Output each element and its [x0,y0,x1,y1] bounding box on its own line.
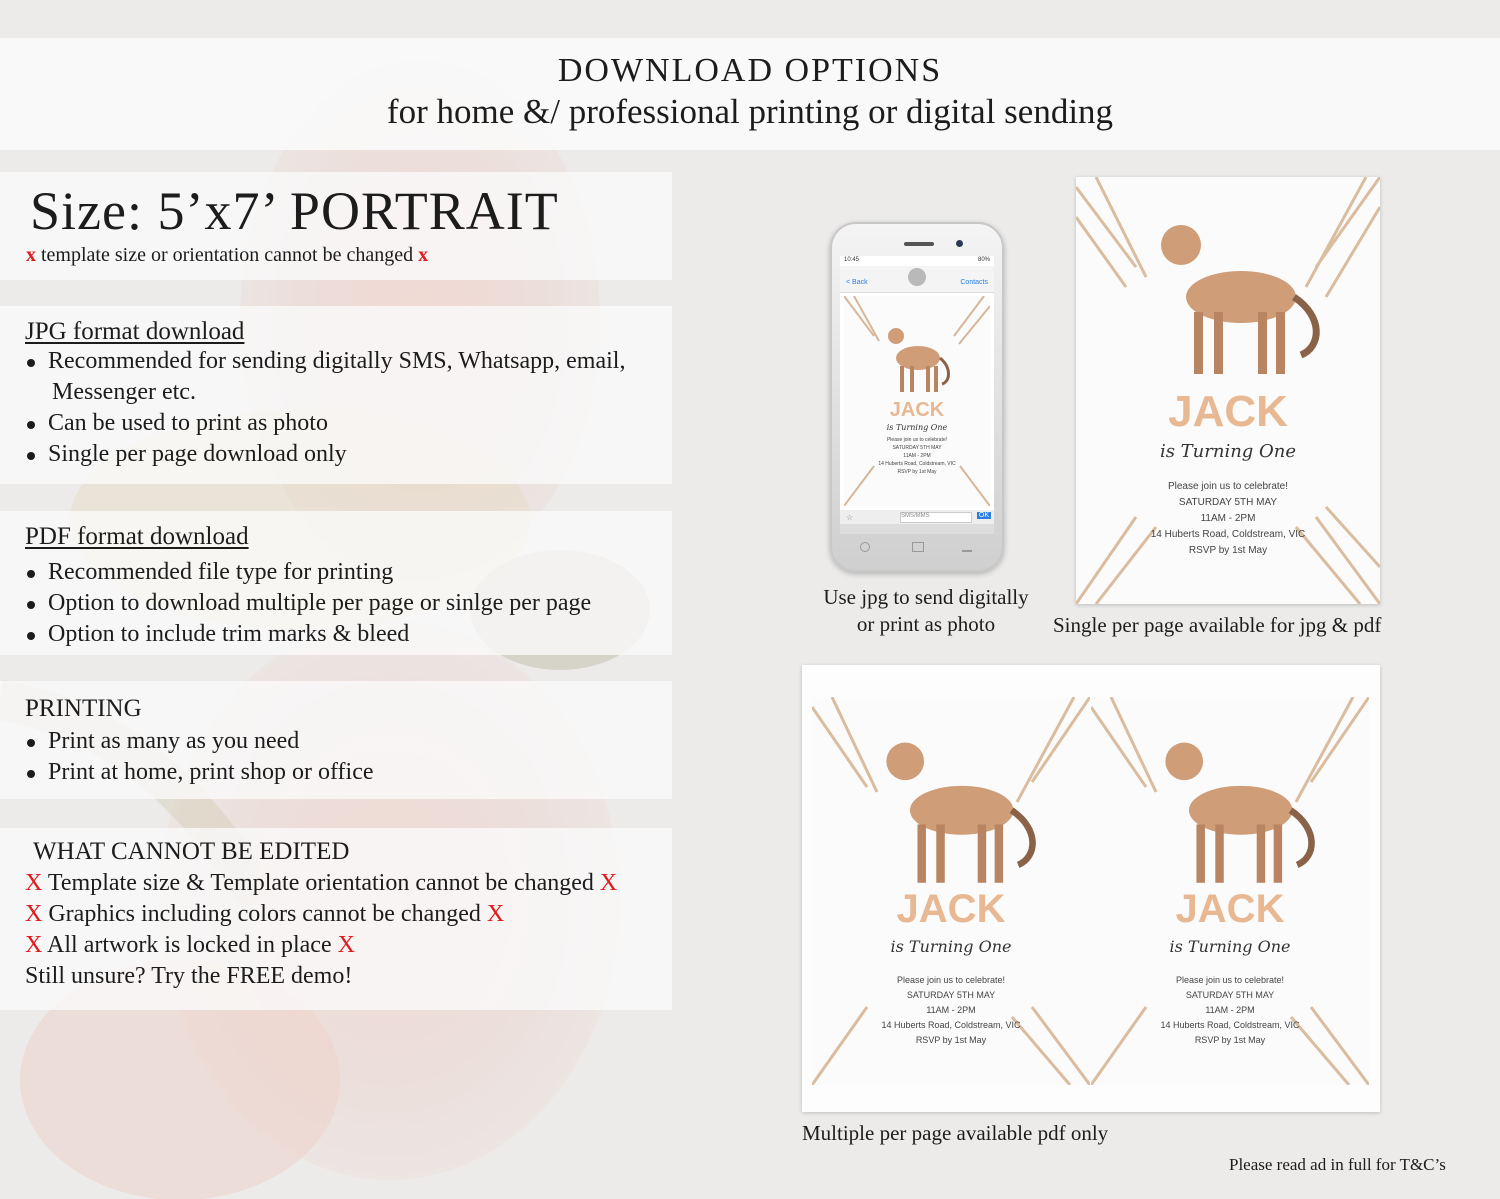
printing-heading: PRINTING [25,695,142,722]
invite-name: JACK [889,399,945,421]
contact-avatar-icon [908,268,926,286]
x-mark-icon: X [25,870,43,896]
invite-details: Please join us to celebrate! SATURDAY 5TH MAY 11AM - 2PM 14 Huberts Road, Coldstream, VIC RSVP by 1st May [881,975,1021,1045]
list-item: Print at home, print shop or office [25,757,374,788]
invite-details: Please join us to celebrate! SATURDAY 5TH MAY 11AM - 2PM 14 Huberts Road, Coldstream, VIC RSVP by 1st May [1160,975,1300,1045]
cheetah-illustration [882,318,954,398]
invite-details: Please join us to celebrate! SATURDAY 5TH MAY 11AM - 2PM 14 Huberts Road, Coldstream, VIC RSVP by 1st May [1150,481,1306,556]
phone-caption: Use jpg to send digitally or print as photo [823,585,1029,636]
page-subtitle: for home &/ professional printing or digital sending [386,92,1114,131]
invite-turning: is Turning One [890,937,1012,956]
size-panel [0,172,672,280]
bullet-icon [27,421,35,429]
message-input[interactable]: SMS/MMS [900,512,972,523]
status-bar [840,256,994,266]
list-item: Recommended for sending digitally SMS, Whatsapp, email, [25,346,625,377]
bullet-icon [27,359,35,367]
size-note [26,244,428,267]
invite-name: JACK [1168,387,1288,436]
size-note-text: template size or orientation cannot be changed [41,244,414,266]
terms-note: Please read ad in full for T&C’s [1229,1155,1446,1174]
camera-icon[interactable]: ☆ [846,513,854,522]
invite-details: Please join us to celebrate! SATURDAY 5TH MAY 11AM - 2PM 14 Huberts Road, Coldstream, VIC RSVP by 1st May [878,437,956,475]
list-item: Recommended file type for printing [25,557,591,588]
list-item: X Template size & Template orientation cannot be changed X [25,870,618,896]
phone-mockup [830,222,1004,572]
multi-invite-card-right [1091,697,1369,1085]
multi-caption: Multiple per page available pdf only [802,1121,1109,1145]
invite-name: JACK [1175,887,1285,931]
back-link[interactable]: < Back [846,279,868,286]
pdf-panel [0,511,672,655]
not-editable-panel [0,828,672,1010]
x-mark-icon: X [337,932,355,958]
invite-name: JACK [896,887,1006,931]
invite-turning: is Turning One [886,423,948,432]
phone-camera [956,240,963,247]
list-item: Print as many as you need [25,726,374,757]
bullet-icon [27,452,35,460]
page-title: DOWNLOAD OPTIONS [557,52,943,89]
cheetah-illustration [872,735,1042,895]
x-mark-icon: X [25,901,43,927]
message-header [840,266,994,293]
invite-turning: is Turning One [1169,937,1291,956]
x-mark-icon: X [486,901,505,927]
search-icon [860,542,870,552]
invite-turning: is Turning One [1159,441,1297,462]
demo-note: Still unsure? Try the FREE demo! [25,963,353,989]
list-item: X All artwork is locked in place X [25,932,355,958]
message-input-bar [840,510,994,524]
x-mark-icon: x [26,244,36,266]
jpg-panel [0,306,672,484]
printing-bullet-list [25,726,374,788]
not-editable-list [25,868,617,992]
contacts-link[interactable]: Contacts [960,279,988,286]
phone-screen [840,256,994,534]
jpg-heading: JPG format download [25,318,245,345]
single-caption: Single per page available for jpg & pdf [1053,613,1382,637]
size-title: Size: 5’x7’ PORTRAIT [30,181,559,241]
not-editable-heading: WHAT CANNOT BE EDITED [33,838,350,865]
single-invite-card [1076,177,1380,604]
status-battery: 80% [977,257,990,263]
ok-button[interactable]: OK [978,512,989,519]
bullet-icon [27,770,35,778]
bullet-icon [27,739,35,747]
jpg-bullet-list [25,346,625,470]
bullet-icon [27,570,35,578]
x-mark-icon: x [418,244,429,266]
list-item: Single per page download only [25,439,625,470]
list-item: Can be used to print as photo [25,408,625,439]
list-item: X Graphics including colors cannot be changed X [25,901,505,927]
pdf-bullet-list [25,557,591,650]
cheetah-illustration [1151,735,1321,895]
header-band [0,38,1500,150]
x-mark-icon: X [25,932,43,958]
status-time: 10:45 [844,257,860,263]
cheetah-illustration [1146,217,1326,387]
back-icon [962,542,972,552]
phone-invite-card [844,296,990,506]
list-item: Option to include trim marks & bleed [25,619,591,650]
x-mark-icon: X [599,870,618,896]
list-item: Option to download multiple per page or sinlge per page [25,588,591,619]
phone-nav-bar [840,524,994,534]
list-item: Messenger etc. [52,379,196,405]
multi-invite-card-left [812,697,1090,1085]
phone-nav-buttons [852,542,982,554]
multi-page-sheet [802,665,1380,1112]
bullet-icon [27,632,35,640]
printing-panel [0,681,672,799]
pdf-heading: PDF format download [25,523,249,550]
phone-speaker [904,242,934,246]
home-icon [912,542,924,552]
bullet-icon [27,601,35,609]
